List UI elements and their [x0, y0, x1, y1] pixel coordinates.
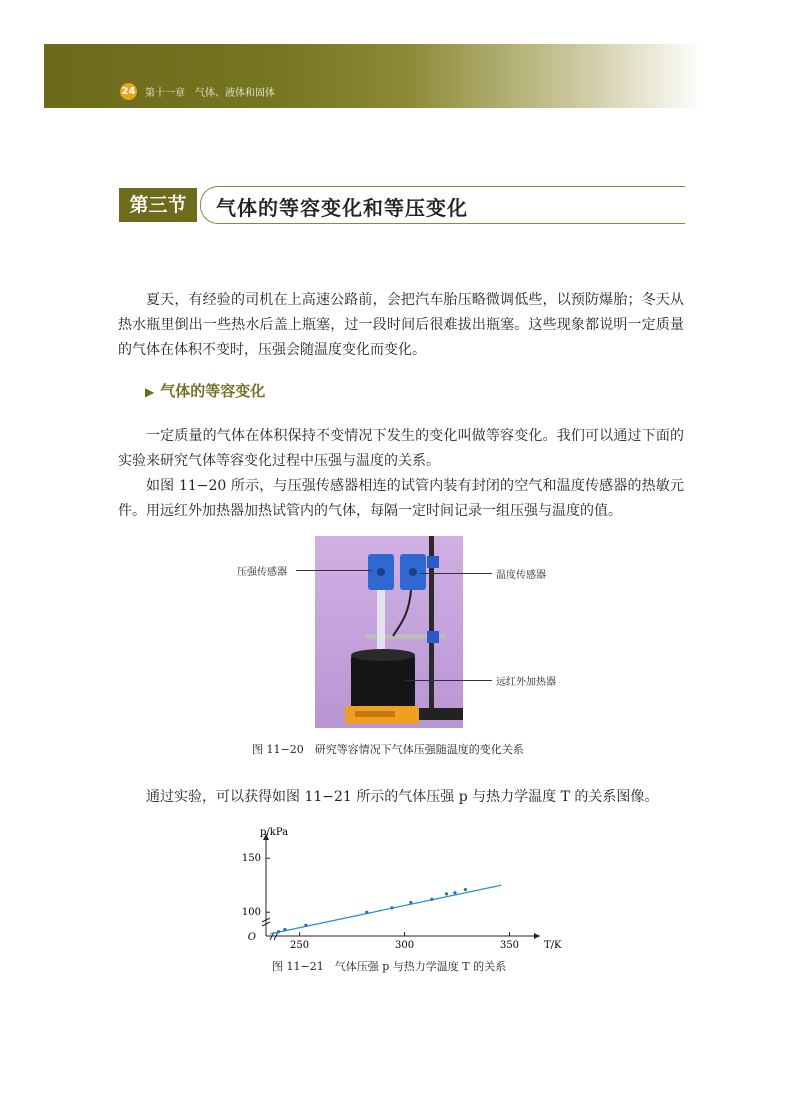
- data-point: [445, 892, 448, 895]
- experiment-photo: [315, 536, 463, 728]
- data-point: [283, 928, 286, 931]
- result-paragraph: [118, 785, 684, 810]
- body-paragraph-2: 如图 11−20 所示，与压强传感器相连的试管内装有封闭的空气和温度传感器的热敏元件。用远红外加热器加热试管内的气体，每隔一定时间记录一组压强与温度的值。: [118, 478, 684, 519]
- subheading-text: 气体的等容变化: [160, 382, 266, 400]
- data-point: [464, 888, 467, 891]
- apparatus-illustration: [315, 536, 463, 728]
- chapter-title: 第十一章 气体、液体和固体: [145, 88, 275, 99]
- data-point: [304, 924, 307, 927]
- y-axis-label: p/kPa: [260, 827, 289, 838]
- x-axis-arrow: [534, 933, 540, 939]
- x-axis-label: T/K: [544, 940, 562, 951]
- data-point: [453, 891, 456, 894]
- label-pressure-sensor: 压强传感器: [237, 567, 287, 578]
- intro-paragraph: [118, 288, 684, 363]
- section-label: 第三节: [119, 188, 197, 222]
- data-point: [277, 930, 280, 933]
- section-title: 气体的等容变化和等压变化: [216, 196, 468, 220]
- data-point: [390, 906, 393, 909]
- y-tick-label: 150: [241, 853, 261, 865]
- triangle-icon: ▶: [145, 385, 155, 399]
- data-point: [365, 911, 368, 914]
- figure-1120-caption: 图 11−20 研究等容情况下气体压强随温度的变化关系: [252, 743, 524, 756]
- leader-pressure-sensor: [296, 570, 372, 571]
- intro-text: 夏天，有经验的司机在上高速公路前，会把汽车胎压略微调低些，以预防爆胎；冬天从热水瓶里倒出一些热水后盖上瓶塞，过一段时间后很难拔出瓶塞。这些现象都说明一定质量的气体在体积不变时，压强会随温度变化而变化。: [118, 292, 684, 358]
- x-tick-label: 300: [394, 940, 415, 951]
- leader-heater: [405, 680, 492, 681]
- figure-1121-caption: 图 11−21 气体压强 p 与热力学温度 T 的关系: [272, 960, 507, 973]
- body-paragraphs: [118, 424, 684, 524]
- leader-temperature-sensor: [420, 573, 492, 574]
- header-band: [44, 44, 704, 108]
- y-tick-label: 100: [241, 907, 261, 919]
- x-tick-label: 250: [290, 940, 310, 951]
- label-heater: 远红外加热器: [496, 677, 556, 688]
- fit-line: [270, 885, 501, 934]
- data-point: [430, 898, 433, 901]
- subheading: [145, 380, 265, 401]
- data-point: [409, 901, 412, 904]
- body-paragraph-1: 一定质量的气体在体积保持不变情况下发生的变化叫做等容变化。我们可以通过下面的实验来研究气体等容变化过程中压强与温度的关系。: [118, 428, 684, 469]
- x-tick-label: 350: [499, 940, 520, 951]
- result-text: 通过实验，可以获得如图 11−21 所示的气体压强 p 与热力学温度 T 的关系图像。: [146, 789, 659, 805]
- pressure-temperature-chart: [230, 824, 570, 954]
- origin-label: O: [247, 932, 256, 943]
- page-number: 24: [120, 83, 137, 100]
- label-temperature-sensor: 温度传感器: [496, 570, 546, 581]
